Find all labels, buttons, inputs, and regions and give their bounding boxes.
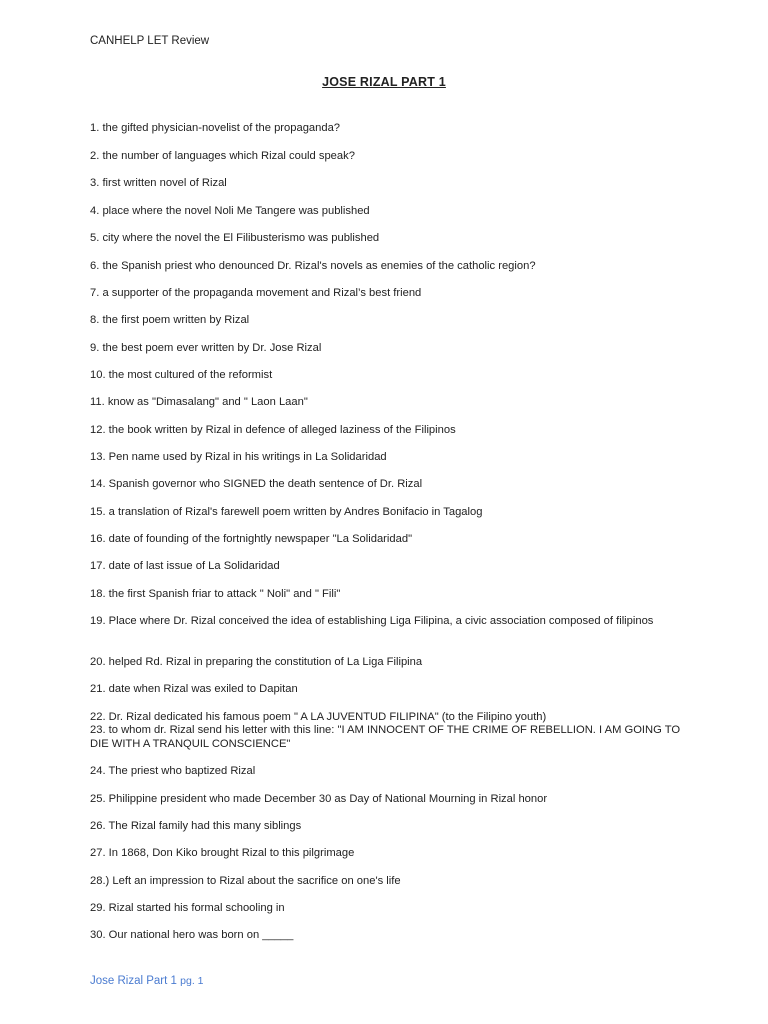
question-item: 27. In 1868, Don Kiko brought Rizal to this pilgrimage — [90, 847, 355, 859]
question-item: 25. Philippine president who made December 30 as Day of National Mourning in Rizal honor — [90, 792, 548, 805]
question-item: 21. date when Rizal was exiled to Dapitan — [90, 683, 298, 695]
question-item: 24. The priest who baptized Rizal — [90, 765, 256, 777]
question-item: 8. the first poem written by Rizal — [90, 314, 250, 326]
question-item: 20. helped Rd. Rizal in preparing the constitution of La Liga Filipina — [90, 656, 423, 668]
question-item: 10. the most cultured of the reformist — [90, 369, 273, 381]
question-item: 13. Pen name used by Rizal in his writings in La Solidaridad — [90, 451, 387, 463]
question-item: 18. the first Spanish friar to attack " Noli" and " Fili" — [90, 587, 341, 600]
question-item: 1. the gifted physician-novelist of the propaganda? — [90, 122, 341, 134]
question-item: 29. Rizal started his formal schooling in — [90, 902, 285, 914]
question-item: 5. city where the novel the El Filibusterismo was published — [90, 232, 380, 244]
question-item: 30. Our national hero was born on _____ — [90, 929, 294, 941]
question-item: 6. the Spanish priest who denounced Dr. Rizal's novels as enemies of the catholic region? — [90, 259, 536, 272]
question-item: 2. the number of languages which Rizal could speak? — [90, 149, 355, 162]
question-item: 9. the best poem ever written by Dr. Jose Rizal — [90, 341, 322, 354]
running-header: CANHELP LET Review — [90, 35, 210, 47]
question-item: 26. The Rizal family had this many siblings — [90, 820, 302, 832]
question-item: 28.) Left an impression to Rizal about the sacrifice on one's life — [90, 874, 401, 887]
question-item: 12. the book written by Rizal in defence of alleged laziness of the Filipinos — [90, 423, 456, 436]
question-item: 11. know as "Dimasalang" and " Laon Laan" — [90, 396, 308, 408]
question-item: 14. Spanish governor who SIGNED the death sentence of Dr. Rizal — [90, 478, 423, 490]
question-item: 7. a supporter of the propaganda movement and Rizal’s best friend — [90, 287, 422, 299]
footer-title: Jose Rizal Part 1 — [90, 975, 177, 987]
footer-page-number: pg. 1 — [180, 975, 204, 987]
question-item: 23. to whom dr. Rizal send his letter with this line: "I AM INNOCENT OF THE CRIME OF REBELLION. I AM GOING TO DIE WITH A TRANQUIL CONSCIENCE" — [90, 724, 681, 750]
question-item: 16. date of founding of the fortnightly newspaper "La Solidaridad" — [90, 533, 413, 545]
running-footer — [90, 975, 204, 987]
question-item: 19. Place where Dr. Rizal conceived the idea of establishing Liga Filipina, a civic association composed of filipinos — [90, 615, 654, 627]
question-item: 17. date of last issue of La Solidaridad — [90, 560, 280, 572]
document-title: JOSE RIZAL PART 1 — [322, 75, 446, 89]
question-item: 15. a translation of Rizal's farewell poem written by Andres Bonifacio in Tagalog — [90, 505, 483, 518]
question-item: 22. Dr. Rizal dedicated his famous poem " A LA JUVENTUD FILIPINA" (to the Filipino youth) — [90, 710, 547, 723]
question-item: 4. place where the novel Noli Me Tangere was published — [90, 204, 370, 217]
question-item: 3. first written novel of Rizal — [90, 177, 227, 189]
